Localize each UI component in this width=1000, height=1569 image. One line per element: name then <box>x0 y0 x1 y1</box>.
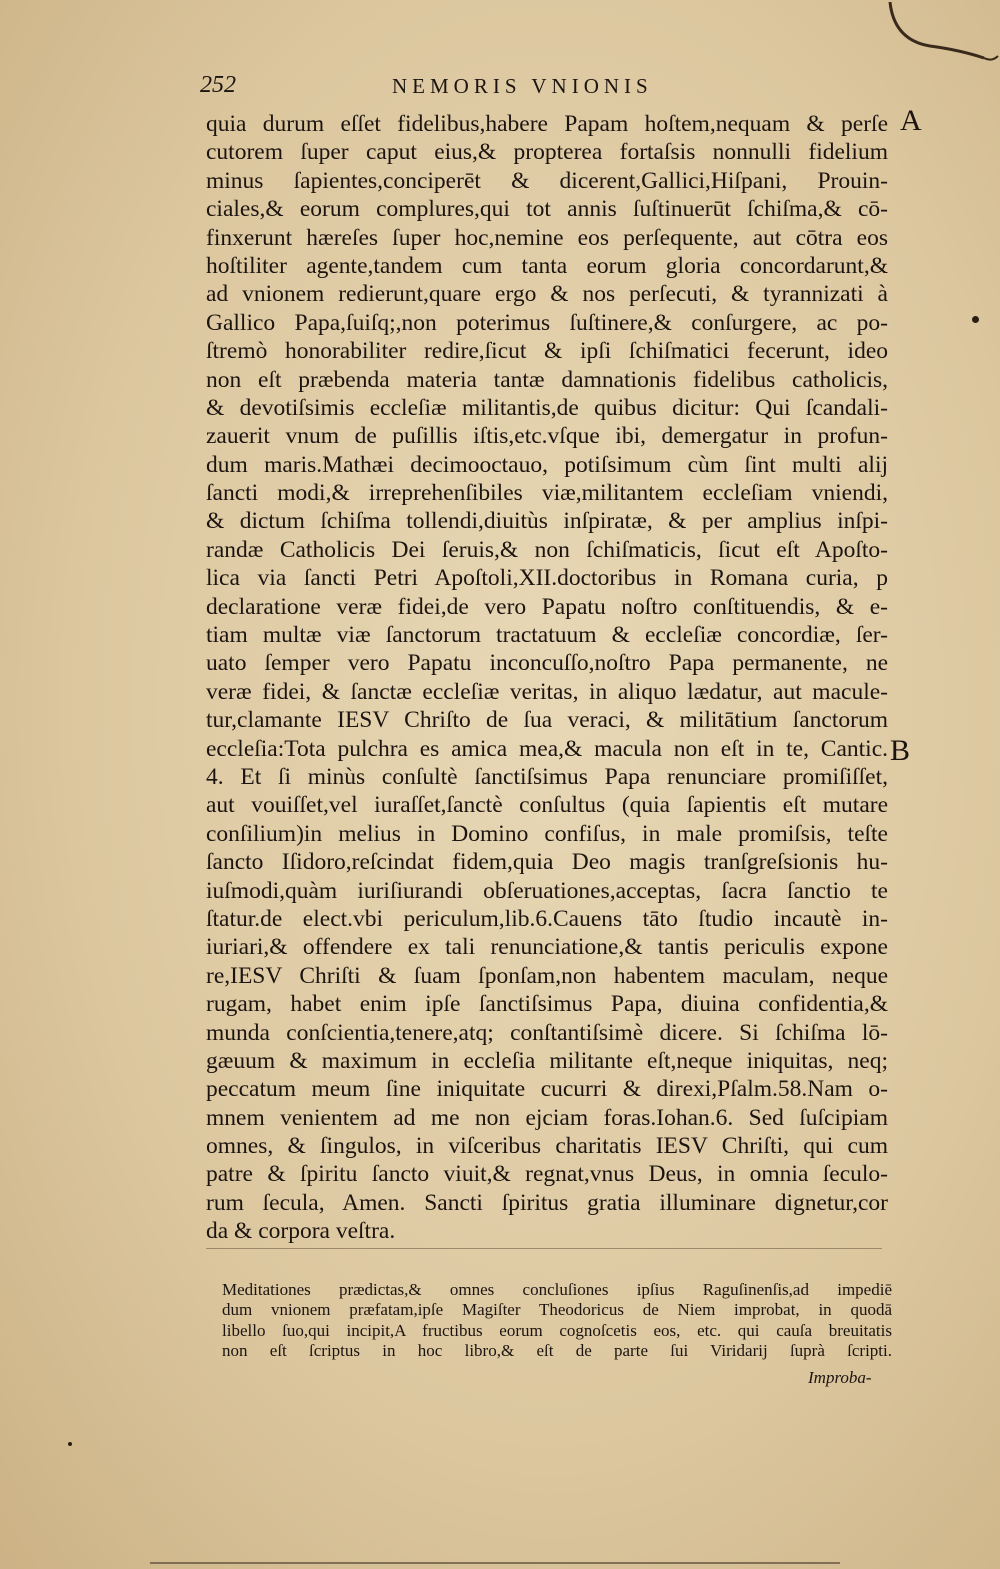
text-line: eccleſia:Tota pulchra es amica mea,& macula non eſt in te, Cantic. <box>206 735 888 762</box>
text-line: da & corpora veſtra. <box>206 1218 396 1245</box>
text-line: randæ Catholicis Dei ſeruis,& non ſchiſmaticis, ſicut eſt Apoſto- <box>206 536 888 563</box>
footnote-divider <box>206 1248 882 1249</box>
text-line: cutorem ſuper caput eius,& propterea fortaſsis nonnulli fidelium <box>206 139 888 166</box>
text-line: finxerunt hæreſes ſuper hoc,nemine eos perſequente, aut cōtra eos <box>206 224 888 251</box>
margin-letter-b: B <box>890 734 911 767</box>
page-header <box>196 72 896 108</box>
margin-letter-a: A <box>900 104 922 137</box>
running-title: NEMORIS VNIONIS <box>392 74 653 98</box>
text-line: rugam, habet enim ipſe ſanctiſsimus Papa, diuina confidentia,& <box>206 991 888 1018</box>
text-line: patre & ſpiritu ſancto viuit,& regnat,vnus Deus, in omnia ſeculo- <box>206 1161 888 1188</box>
text-line: non eſt præbenda materia tantæ damnationis fidelibus catholicis, <box>206 366 888 393</box>
text-line: mnem venientem ad me non ejciam foras.Iohan.6. Sed ſuſcipiam <box>206 1104 888 1131</box>
text-line: ciales,& eorum complures,qui tot annis ſuſtinuerūt ſchiſma,& cō- <box>206 196 888 223</box>
text-line: aut vouiſſet,vel iuraſſet,ſanctè conſultus (quia ſapientis eſt mutare <box>206 792 888 819</box>
text-line: declaratione veræ fidei,de vero Papatu noſtro conſtituendis, & e- <box>206 593 888 620</box>
text-line: re,IESV Chriſti & ſuam ſponſam,non habentem maculam, neque <box>206 962 888 989</box>
text-line: Gallico Papa,ſuiſq;,non poterimus ſuſtinere,& conſurgere, ac po- <box>206 309 888 336</box>
text-line: minus ſapientes,conciperēt & dicerent,Gallici,Hiſpani, Prouin- <box>206 167 888 194</box>
text-line: gæuum & maximum in eccleſia militante eſt,neque iniquitas, neq; <box>206 1047 888 1074</box>
text-line: ad vnionem redierunt,quare ergo & nos perſecuti, & tyrannizati à <box>206 281 888 308</box>
page-number: 252 <box>200 72 236 98</box>
main-text-block <box>206 110 888 1246</box>
text-line: munda conſcientia,tenere,atq; conſtantiſsimè dicere. Si ſchiſma lō- <box>206 1019 888 1046</box>
text-line: conſilium)in melius in Domino confiſus, in male promiſsis, teſte <box>206 820 888 847</box>
catchword: Improba- <box>808 1368 872 1387</box>
text-line: peccatum meum ſine iniquitate cucurri & direxi,Pſalm.58.Nam o- <box>206 1076 888 1103</box>
text-line: tur,clamante IESV Chriſto de ſua veraci, & militātium ſanctorum <box>206 707 888 734</box>
footnote-line: dum vnionem præfatam,ipſe Magiſter Theodoricus de Niem improbat, in quodā <box>222 1300 892 1320</box>
text-line: veræ fidei, & ſanctæ eccleſiæ veritas, in aliquo lædatur, aut macule- <box>206 678 888 705</box>
text-line: & dictum ſchiſma tollendi,diuitùs inſpiratæ, & per amplius inſpi- <box>206 508 888 535</box>
text-line: iuriari,& offendere ex tali renunciatione,& tantis periculis expone <box>206 934 888 961</box>
text-line: rum ſecula, Amen. Sancti ſpiritus gratia illuminare dignetur,cor <box>206 1189 888 1216</box>
footnote-line: Meditationes prædictas,& omnes concluſiones ipſius Raguſinenſis,ad impediē <box>222 1280 892 1299</box>
handwritten-corner-mark <box>880 0 1000 70</box>
footnote-line: non eſt ſcriptus in hoc libro,& eſt de parte ſui Viridarij ſuprà ſcripti. <box>222 1341 892 1361</box>
text-line: zauerit vnum de puſillis iſtis,etc.vſque ibi, demergatur in profun- <box>206 423 888 450</box>
ink-speck <box>972 316 979 323</box>
page-bottom-edge <box>150 1562 840 1564</box>
ink-speck <box>68 1442 72 1446</box>
text-line: ſtatur.de elect.vbi periculum,lib.6.Cauens tāto ſtudio incautè in- <box>206 905 888 932</box>
text-line: uato ſemper vero Papatu inconcuſſo,noſtro Papa permanente, ne <box>206 650 888 677</box>
text-line: ſancti modi,& irreprehenſibiles viæ,militantem eccleſiam vniendi, <box>206 480 888 507</box>
footnote-line: libello ſuo,qui incipit,A fructibus eorum cognoſcetis eos, etc. qui cauſa breuitatis <box>222 1320 892 1340</box>
text-line: omnes, & ſingulos, in viſceribus charitatis IESV Chriſti, qui cum <box>206 1133 888 1160</box>
text-line: 4. Et ſi minùs conſultè ſanctiſsimus Papa renunciare promiſiſſet, <box>206 763 888 790</box>
text-line: quia durum eſſet fidelibus,habere Papam hoſtem,nequam & perſe <box>206 111 888 137</box>
text-line: tiam multæ viæ ſanctorum tractatuum & eccleſiæ concordiæ, ſer- <box>206 622 888 649</box>
text-line: ſancto Iſidoro,reſcindat fidem,quia Deo magis tranſgreſsionis hu- <box>206 849 888 876</box>
footnote-block <box>222 1280 892 1362</box>
text-line: & devotiſsimis eccleſiæ militantis,de quibus dicitur: Qui ſcandali- <box>206 394 888 421</box>
text-line: iuſmodi,quàm iuriſiurandi obſeruationes,acceptas, ſacra ſanctio te <box>206 877 888 904</box>
text-line: dum maris.Mathæi decimooctauo, potiſsimum cùm ſint multi alij <box>206 451 888 478</box>
text-line: ſtremò honorabiliter redire,ſicut & ipſi ſchiſmatici fecerunt, ideo <box>206 338 888 365</box>
text-line: hoſtiliter agente,tandem cum tanta eorum gloria concordarunt,& <box>206 252 888 279</box>
text-line: lica via ſancti Petri Apoſtoli,XII.doctoribus in Romana curia, p <box>206 565 888 592</box>
